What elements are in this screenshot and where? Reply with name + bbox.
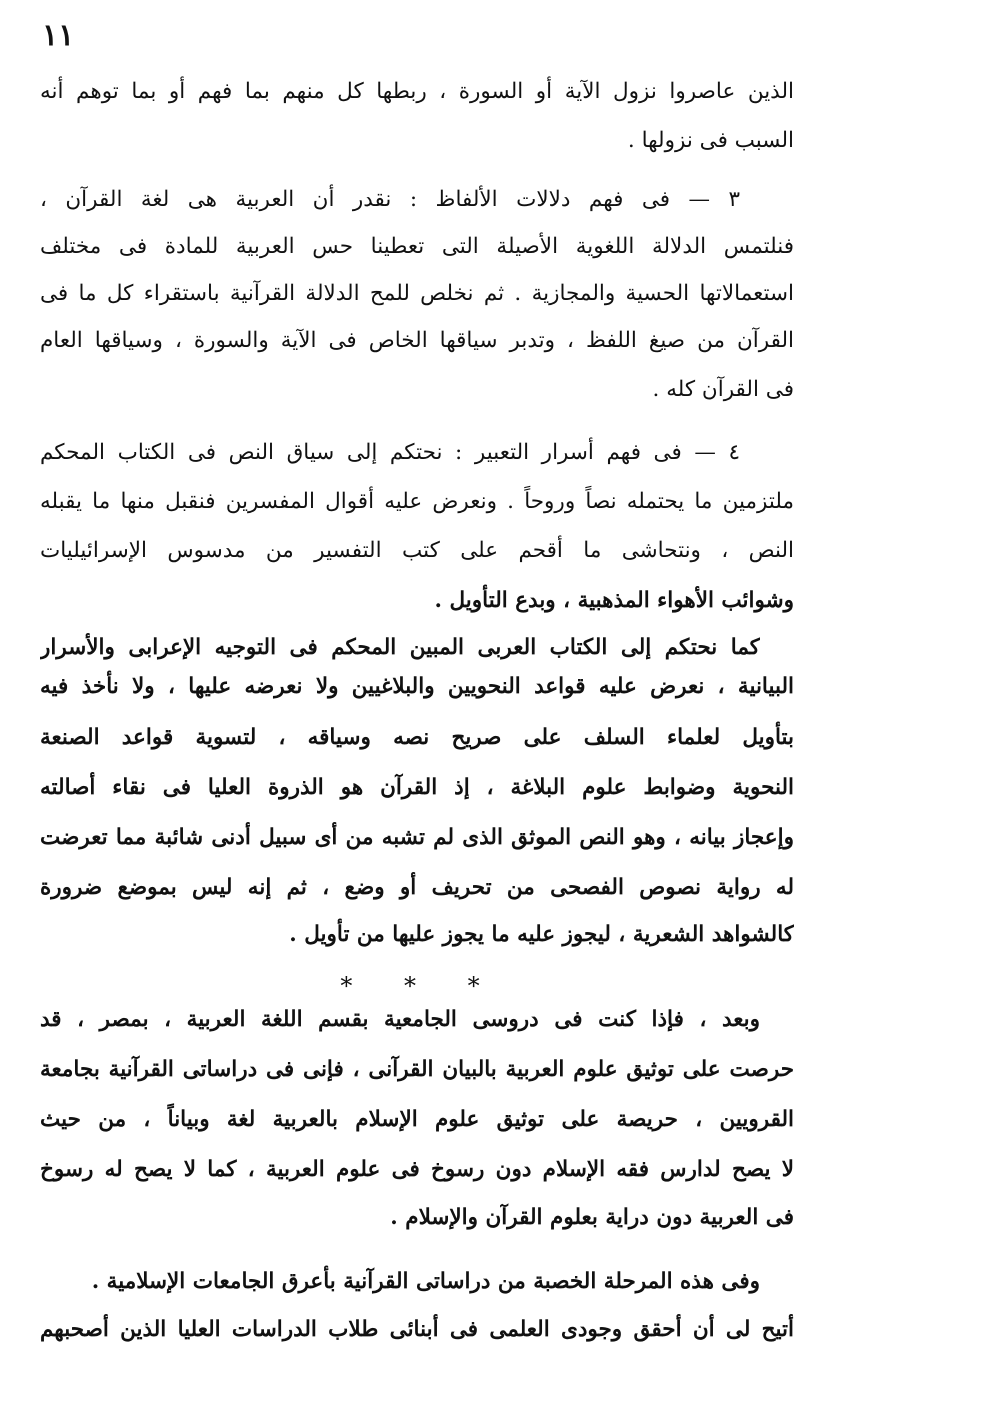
text-line: ٤ — فى فهم أسرار التعبير : نحتكم إلى سياق النص فى الكتاب المحكم [40, 440, 740, 465]
text-line: السبب فى نزولها . [627, 128, 794, 153]
text-line: بتأويل لعلماء السلف على صريح نصه وسياقه ، لتسوية قواعد الصنعة [40, 725, 794, 750]
text-line: استعمالاتها الحسية والمجازية . ثم نخلص للمح الدلالة القرآنية باستقراء كل ما فى [40, 281, 794, 306]
text-line: وفى هذه المرحلة الخصبة من دراساتى القرآنية بأعرق الجامعات الإسلامية . [91, 1269, 760, 1294]
text-line: القرويين ، حريصة على توثيق علوم الإسلام بالعربية لغة وبياناً ، من حيث [40, 1107, 794, 1132]
text-line: وإعجاز بيانه ، وهو النص الموثق الذى لم تشبه من أى سبيل أدنى شائبة مما تعرضت [40, 825, 794, 850]
text-line: ملتزمين ما يحتمله نصاً وروحاً . ونعرض عليه أقوال المفسرين فنقبل منها ما يقبله [40, 489, 794, 514]
text-line: فنلتمس الدلالة اللغوية الأصيلة التى تعطينا حس العربية للمادة فى مختلف [40, 234, 794, 259]
text-line: فى القرآن كله . [652, 377, 794, 402]
text-line: ٣ — فى فهم دلالات الألفاظ : نقدر أن العربية هى لغة القرآن ، [40, 187, 740, 212]
text-line: كما نحتكم إلى الكتاب العربى المبين المحكم فى التوجيه الإعرابى والأسرار [40, 635, 760, 660]
text-line: النص ، ونتحاشى ما أقحم على كتب التفسير من مدسوس الإسرائيليات [40, 538, 794, 563]
section-separator: * * * [340, 972, 502, 1000]
text-line: البيانية ، نعرض عليه قواعد النحويين والبلاغيين ولا نعرضه عليها ، ولا نأخذ فيه [40, 674, 794, 699]
text-line: أتيح لى أن أحقق وجودى العلمى فى أبنائى طلاب الدراسات العليا الذين أصحبهم [40, 1317, 794, 1342]
text-line: حرصت على توثيق علوم العربية بالبيان القرآنى ، فإنى فى دراساتى القرآنية بجامعة [40, 1057, 794, 1082]
text-line: له رواية نصوص الفصحى من تحريف أو وضع ، ثم إنه ليس بموضع ضرورة [40, 875, 794, 900]
text-line: الذين عاصروا نزول الآية أو السورة ، ربطها كل منهم بما فهم أو بما توهم أنه [40, 79, 794, 104]
page-number: ١١ [42, 18, 75, 53]
text-line: وشوائب الأهواء المذهبية ، وبدع التأويل . [434, 588, 794, 613]
text-line: كالشواهد الشعرية ، ليجوز عليه ما يجوز عليها من تأويل . [289, 922, 794, 947]
text-line: القرآن من صيغ اللفظ ، وتدبر سياقها الخاص فى الآية والسورة ، وسياقها العام [40, 328, 794, 353]
text-line: فى العربية دون دراية بعلوم القرآن والإسلام . [390, 1205, 794, 1230]
text-line: النحوية وضوابط علوم البلاغة ، إذ القرآن هو الذروة العليا فى نقاء أصالته [40, 775, 794, 800]
text-line: لا يصح لدارس فقه الإسلام دون رسوخ فى علوم العربية ، كما لا يصح له رسوخ [40, 1157, 794, 1182]
text-line: وبعد ، فإذا كنت فى دروسى الجامعية بقسم اللغة العربية ، بمصر ، قد [40, 1007, 760, 1032]
